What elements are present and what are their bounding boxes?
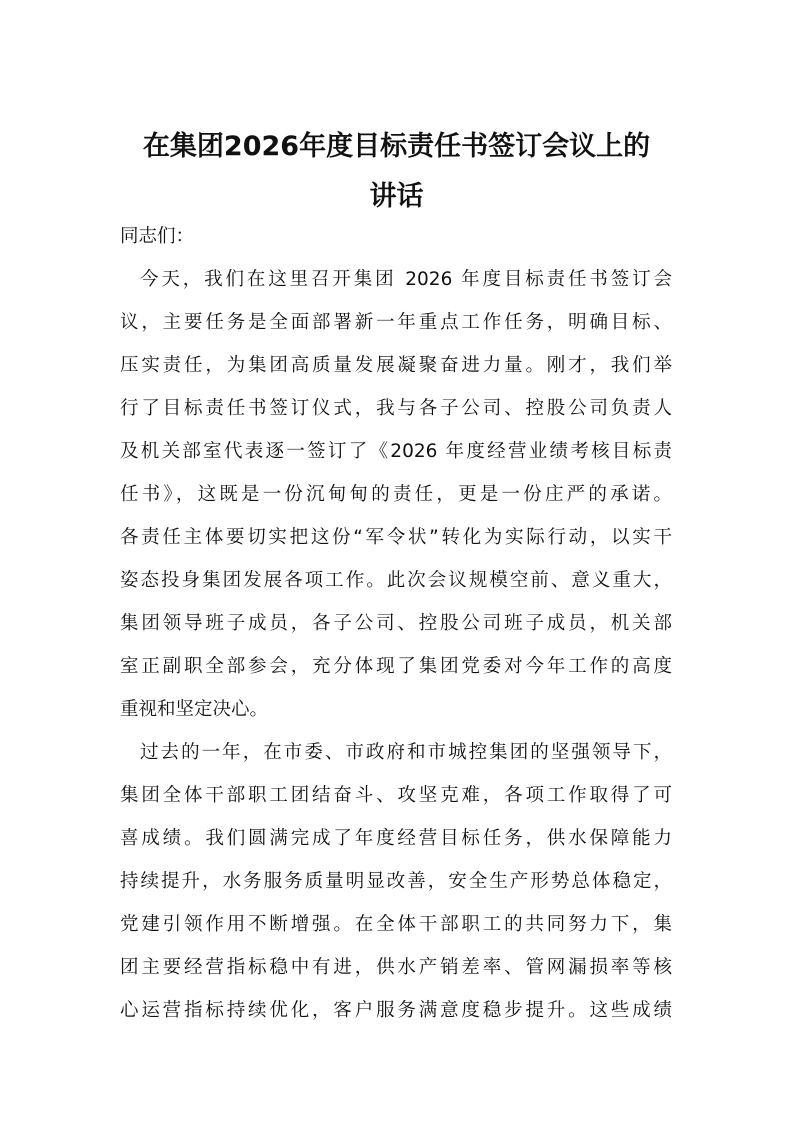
paragraph-line: 任书》，这既是一份沉甸甸的责任，更是一份庄严的承诺。 bbox=[120, 484, 672, 505]
paragraph-line: 议，主要任务是全面部署新一年重点工作任务，明确目标、 bbox=[120, 312, 672, 333]
document-title bbox=[0, 122, 793, 222]
paragraph-line: 及机关部室代表逐一签订了《2026 年度经营业绩考核目标责 bbox=[120, 441, 672, 462]
paragraph-line: 集团领导班子成员，各子公司、控股公司班子成员，机关部 bbox=[120, 613, 672, 634]
paragraph bbox=[120, 738, 672, 1039]
paragraph-line: 行了目标责任书签订仪式，我与各子公司、控股公司负责人 bbox=[120, 398, 672, 419]
paragraph-line: 团主要经营指标稳中有进，供水产销差率、管网漏损率等核 bbox=[120, 957, 672, 978]
paragraph-line: 心运营指标持续优化，客户服务满意度稳步提升。这些成绩 bbox=[120, 1000, 672, 1021]
paragraph-line: 持续提升，水务服务质量明显改善，安全生产形势总体稳定， bbox=[120, 871, 672, 892]
title-line-2: 讲话 bbox=[369, 181, 424, 212]
paragraphs bbox=[120, 265, 672, 1039]
salutation: 同志们： bbox=[120, 226, 195, 247]
paragraph-line: 各责任主体要切实把这份“军令状”转化为实际行动，以实干 bbox=[120, 527, 672, 548]
paragraph-line: 过去的一年，在市委、市政府和市城控集团的坚强领导下， bbox=[140, 742, 672, 763]
paragraph-line: 压实责任，为集团高质量发展凝聚奋进力量。刚才，我们举 bbox=[120, 355, 672, 376]
paragraph-line: 姿态投身集团发展各项工作。此次会议规模空前、意义重大， bbox=[120, 570, 672, 591]
paragraph-line: 党建引领作用不断增强。在全体干部职工的共同努力下，集 bbox=[120, 914, 672, 935]
document-body bbox=[120, 222, 672, 1039]
paragraph-line: 今天，我们在这里召开集团 2026 年度目标责任书签订会 bbox=[140, 269, 672, 290]
title-line-1: 在集团2026年度目标责任书签订会议上的 bbox=[142, 131, 651, 162]
paragraph-line: 室正副职全部参会，充分体现了集团党委对今年工作的高度 bbox=[120, 656, 672, 677]
paragraph-line: 喜成绩。我们圆满完成了年度经营目标任务，供水保障能力 bbox=[120, 828, 672, 849]
paragraph-line: 集团全体干部职工团结奋斗、攻坚克难，各项工作取得了可 bbox=[120, 785, 672, 806]
paragraph-line: 重视和坚定决心。 bbox=[120, 699, 269, 720]
paragraph bbox=[120, 265, 672, 738]
